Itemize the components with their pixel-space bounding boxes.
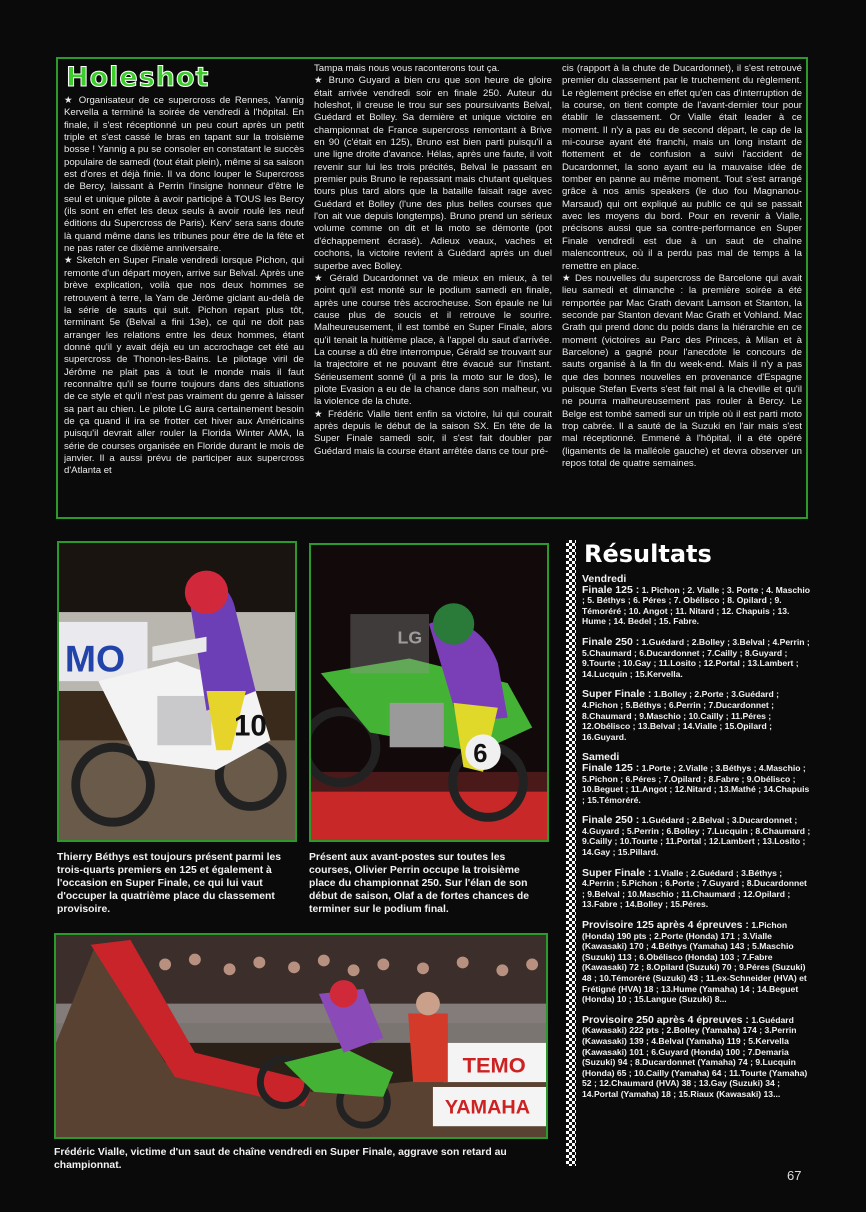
caption-perrin: Présent aux avant-postes sur toutes les courses, Olivier Perrin occupe la troisième place du championnat 250. Sur l'élan de son début de saison, Olaf a de fortes chances de terminer sur le podium final. [309,852,529,915]
result-block: Finale 125 : 1. Pichon ; 2. Vialle ; 3. Porte ; 4. Maschio ; 5. Béthys ; 6. Péres ; 7. Obélisco ; 8. Opilard ; 9. Témoréré ; 10. Angot ; 11. Nitard ; 12. Chapuis ; 13. Hume ; 14. Bedel ; 15. Fabre. [582,583,811,627]
holeshot-article [56,57,808,519]
article-column-2 [314,63,552,513]
checkered-flag-strip [566,540,576,1166]
day-heading: Vendredi [582,573,627,585]
paragraph: ★ Sketch en Super Finale vendredi lorsque Pichon, qui remonte d'un départ moyen, arrive sur Belval. Après une brève explication, voilà que nos deux hommes se retrouvent à terre, la Yam de Jérôme giclant au-delà de la série de sauts qui suit. Pichon repart plus tôt, terminant 5e (Belval a fini 13e), ce qui ne doit pas arranger les relations entre les deux hommes, étant donné qu'il y avait déjà eu un accrochage cet été au supercross de Thonon-les-Bains. Le pilotage viril de Jérôme ne plait pas à tout le monde mais il faut reconnaître qu'il se fourre toujours dans des situations de ce style et qu'il n'est pas vraiment du genre à laisser sa part au chien. Le pilote LG aura certainement besoin de ça quand il ira se frotter cet hiver aux Américains puisqu'il devrait aller rouler la Florida Winter AMA, la série de courses organisée en Floride durant le mois de janvier. Il a aussi prévu de participer aux supercross d'Atlanta et [64,255,304,477]
article-column-3 [562,63,802,513]
banner-text: MO [64,637,126,680]
paragraph: cis (rapport à la chute de Ducardonnet), il s'est retrouvé premier du classement par le truchement du règlement. Le règlement précise en effet qu'en cas d'interruption de la course, on tient compte de l'avant-dernier tour pour établir le classement. Or Vialle était leader à ce moment. Il n'y a pas eu de second départ, le cap de la mi-course ayant été franchi, mais un long instant de flottement et de confusion a suivi l'accident de Ducardonnet, la sono ayant eu la mauvaise idée de tomber en panne au même moment. Tout s'est arrangé grâce à nos amis speakers (le duo fou Magnanou-Marsaud) qui ont expliqué au public ce qui se passait avec les moyens du bord. Pour en revenir à Vialle, précisons aussi que sa contre-performance en Super Finale vendredi est due à un saut de chaîne malencontreux, où il a perdu pas mal de temps à la remettre en place. [562,63,802,272]
photo-bethys [57,541,297,842]
results-body [582,574,812,1110]
result-block: Finale 250 : 1.Guédard ; 2.Belval ; 3.Ducardonnet ; 4.Guyard ; 5.Perrin ; 6.Bolley ; 7.Lucquin ; 8.Chaumard ; 9.Cailly ; 10.Tourte ; 11.Portal ; 12.Lambert ; 13.Losito ; 14.Gay ; 15.Pillard. [582,814,811,858]
caption-vialle: Frédéric Vialle, victime d'un saut de chaîne vendredi en Super Finale, aggrave son retard au championnat. [54,1147,507,1171]
caption-bethys: Thierry Béthys est toujours présent parmi les trois-quarts premiers en 125 et également à l'occasion en Super Finale, ce qui lui vaut d'occuper la quatrième place du classement provisoire. [57,852,282,915]
article-column-1 [64,63,304,513]
banner-text: YAMAHA [444,1096,531,1119]
banner-text: TEMO [462,1052,526,1078]
paragraph: Tampa mais nous vous raconterons tout ça. [314,63,500,74]
bike-number: 6 [473,740,488,769]
result-block: Finale 125 : 1.Porte ; 2.Vialle ; 3.Béthys ; 4.Maschio ; 5.Pichon ; 6.Péres ; 7.Opilard ; 8.Fabre ; 9.Obélisco ; 10.Beguet ; 11.Angot ; 12.Nitard ; 13.Mathé ; 14.Chapuis ; 15.Témoréré. [582,761,810,805]
watermark: LG [397,627,423,648]
paragraph: ★ Gérald Ducardonnet va de mieux en mieux, à tel point qu'il est monté sur le podium samedi en finale, après une course très accrocheuse. Son épaule ne lui cause plus de soucis et il retrouve le sourire. Malheureusement, il est tombé en Super Finale, alors qu'il tenait la huitième place, à l'appel du saut d'arrivée. La course a dû être interrompue, Gérald se trouvant sur la trajectoire et ne pouvant être évacué sur l'instant. Sérieusement sonné (il a pris la moto sur le dos), le pilote Evasion a eu de la chance dans son malheur, vu la violence de la chute. [314,272,552,408]
result-block: Finale 250 : 1.Guédard ; 2.Bolley ; 3.Belval ; 4.Perrin ; 5.Chaumard ; 6.Ducardonnet ; 7.Cailly ; 8.Guyard ; 9.Tourte ; 10.Gay ; 11.Losito ; 12.Portal ; 13.Lambert ; 14.Lucquin ; 15.Kervella. [582,635,810,679]
bike-number: 10 [234,709,267,743]
paragraph: ★ Bruno Guyard a bien cru que son heure de gloire était arrivée vendredi soir en finale 250. Auteur du holeshot, il creuse le trou sur ses poursuivants Belval, Guédard et Bolley. Sa dernière et unique victoire en championnat de France supercross remontant à Brive en 90 (c'était en 125), Bruno est bien parti puisqu'il a une ligne droite d'avance. Hélas, après une faute, il voit revenir sur lui les trois précités, Belval le passant en premier puis Bruno le repassant mais chutant quelques tours plus tard alors que la bataille faisait rage avec Guédard et Bolley (l'une des plus belles courses que l'on ait vue depuis longtemps). Bruno prend un sérieux volume comme on dit et la moto se démonte (pot d'échappement écrasé). Adieux veaux, vaches et cochons, la victoire revient à Guédard après un duel superbe avec Bolley. [314,75,552,272]
paragraph: ★ Organisateur de ce supercross de Rennes, Yannig Kervella a terminé la soirée de vendredi à l'hôpital. En finale, il s'est réceptionné un peu court après un petit triple et s'est cassé le bras en tapant sur la troisième bosse ! Yannig a pu se consoler en constatant le succès populaire de samedi (tout était plein), même si sa saison est d'ores et déjà finie. Il va donc louper le Supercross de Bercy, laissant à Perrin l'insigne honneur d'être le seul et unique pilote à avoir participé à TOUS les Bercy (ils sont en effet les deux seuls à avoir roulé les neuf éditions du Supercross de Paris). Kerv' sera sans doute là quand même dans les tribunes pour être de la fête et ne pas rater ce dixième anniversaire. [64,95,304,255]
result-block: Super Finale : 1.Bolley ; 2.Porte ; 3.Guédard ; 4.Pichon ; 5.Béthys ; 6.Perrin ; 7.Ducardonnet ; 8.Chaumard ; 9.Maschio ; 10.Cailly ; 11.Péres ; 12.Obélisco ; 13.Belval ; 14.Vialle ; 15.Opilard ; 16.Guyard. [582,688,779,742]
paragraph: ★ Des nouvelles du supercross de Barcelone qui avait lieu samedi et dimanche : la première soirée a été remportée par Mac Grath devant Lamson et Stanton, la seconde par Stanton devant Mac Grath et Vohland. Mac Grath qui prend donc du poids dans la hiérarchie en ce moment (victoires au Parc des Princes, à Milan et à Barcelone) a gagné pour l'anecdote le concours de sauts organisé à la fin du week-end. Mais il n'y a pas que des bonnes nouvelles en provenance d'Espagne puisque Stefan Everts s'est fait mal à la cheville et qu'il ne pourra malheureusement pas rouler à Bercy. Le Belge est tombé samedi sur un triple où il est parti moto trop cabrée. Il a sauté de la Suzuki en l'air mais s'est mal réceptionné. Emmené à l'hôpital, il a été opéré (ligaments de la malléole gauche) et devra observer un repos total de quatre semaines. [562,272,802,469]
day-heading: Samedi [582,751,620,764]
result-block: Provisoire 125 après 4 épreuves : 1.Pichon (Honda) 190 pts ; 2.Porte (Honda) 171 ; 3.Vialle (Kawasaki) 170 ; 4.Béthys (Yamaha) 143 ; 5.Maschio (Suzuki) 113 ; 6.Obélisco (Honda) 103 ; 7.Fabre (Kawasaki) 72 ; 8.Opilard (Suzuki) 70 ; 9.Péres (Suzuki) 48 ; 10.Témoréré (Suzuki) 43 ; 11.ex-Schneider (HVA) et Frétigné (HVA) 18 ; 13.Hume (Yamaha) 14 ; 14.Beguet (Honda) 10 ; 15.Langue (Suzuki) 8... [582,919,807,1005]
paragraph: ★ Frédéric Vialle tient enfin sa victoire, lui qui courait après depuis le début de la saison SX. En tête de la Super Finale samedi soir, il s'est fait doubler par Guédard mais la course étant arrêtée dans ce tour pré- [314,408,552,457]
result-block: Provisoire 250 après 4 épreuves : 1.Guédard (Kawasaki) 222 pts ; 2.Bolley (Yamaha) 174 ; 3.Perrin (Kawasaki) 139 ; 4.Belval (Yamaha) 119 ; 5.Kervella (Kawasaki) 101 ; 6.Guyard (Honda) 100 ; 7.Demaria (Suzuki) 94 ; 8.Ducardonnet (Yamaha) 74 ; 9.Lucquin (Honda) 65 ; 10.Cailly (Yamaha) 64 ; 11.Tourte (Yamaha) 52 ; 12.Chaumard (HVA) 38 ; 13.Gay (Suzuki) 34 ; 14.Portal (Yamaha) 18 ; 15.Riaux (Kawasaki) 13... [582,1013,808,1099]
result-block: Super Finale : 1.Vialle ; 2.Guédard ; 3.Béthys ; 4.Perrin ; 5.Pichon ; 6.Porte ; 7.Guyard ; 8.Ducardonnet ; 9.Belval ; 10.Maschio ; 11.Chaumard ; 12.Opilard ; 13.Fabre ; 14.Bolley ; 15.Péres. [582,866,807,910]
article-title: Holeshot [66,63,210,93]
photo-vialle [54,933,548,1139]
photo-perrin [309,543,549,842]
results-title: Résultats [584,540,712,568]
results-sidebar [566,540,812,1166]
page-number: 67 [787,1168,802,1183]
